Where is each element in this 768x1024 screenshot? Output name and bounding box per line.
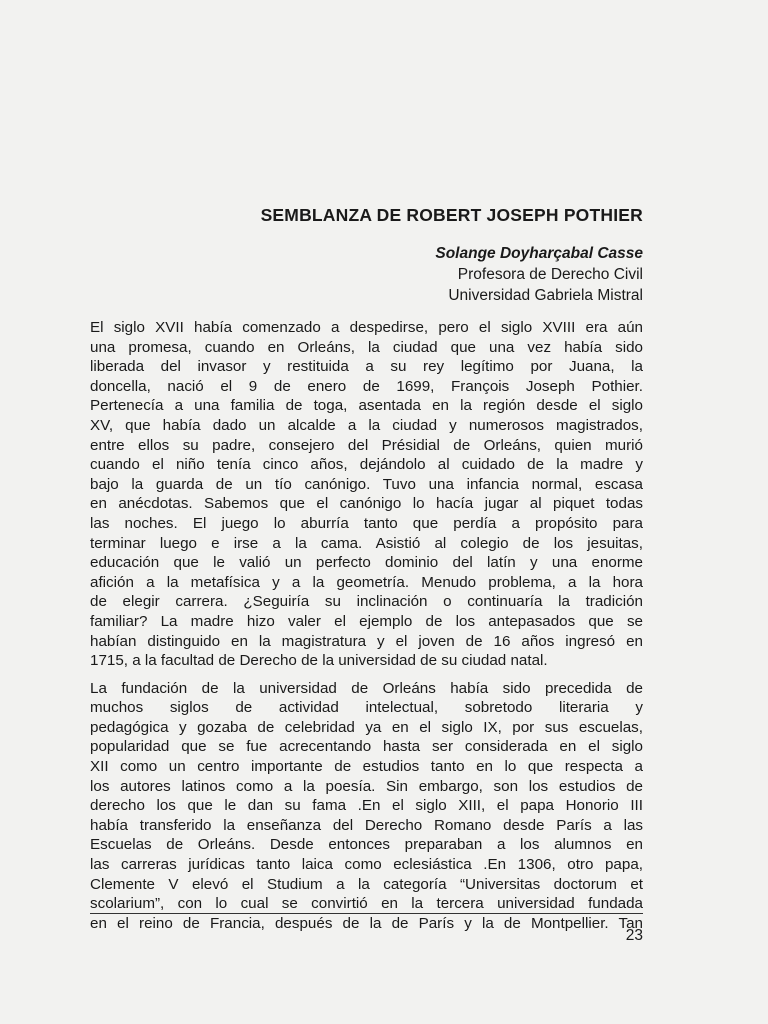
- body-line: doncella, nació el 9 de enero de 1699, François Joseph Pothier.: [90, 377, 643, 395]
- body-line: popularidad que se fue acrecentando hasta ser considerada en el siglo: [90, 738, 643, 756]
- author-institution: Universidad Gabriela Mistral: [448, 287, 643, 304]
- author-role: Profesora de Derecho Civil: [457, 266, 643, 283]
- author-block: [435, 243, 643, 306]
- page-number: 23: [625, 927, 643, 944]
- body-line: los autores latinos como a la poesía. Sin embargo, son los estudios de: [90, 777, 643, 795]
- body-line: XV, que había dado un alcalde a la ciudad y numerosos magistrados,: [90, 416, 643, 434]
- body-line: El siglo XVII había comenzado a despedirse, pero el siglo XVIII era aún: [90, 319, 643, 336]
- body-line: había transferido la enseñanza del Derecho Romano desde París a las: [90, 816, 643, 834]
- body-line: cuando el niño tenía cinco años, dejándolo al cuidado de la madre y: [90, 456, 643, 474]
- body-line: derecho los que le dan su fama .En el siglo XIII, el papa Honorio III: [90, 797, 643, 815]
- body-line: las carreras jurídicas tanto laica como eclesiástica .En 1306, otro papa,: [90, 856, 643, 874]
- article-body: [90, 318, 643, 941]
- body-line: pedagógica y gozaba de celebridad ya en el siglo IX, por sus escuelas,: [90, 718, 643, 736]
- body-line: XII como un centro importante de estudios tanto en lo que respecta a: [90, 758, 643, 776]
- body-line: Clemente V elevó el Studium a la categoría “Universitas doctorum et: [90, 875, 643, 893]
- article-title: SEMBLANZA DE ROBERT JOSEPH POTHIER: [260, 205, 643, 225]
- body-line: las noches. El juego lo aburría tanto que perdía a propósito para: [90, 514, 643, 532]
- body-line: scolarium”, con lo cual se convirtió en la tercera universidad fundada: [90, 895, 643, 913]
- body-line: terminar luego e irse a la cama. Asistió al colegio de los jesuitas,: [90, 534, 643, 552]
- document-page: [90, 0, 643, 1024]
- body-paragraph: [90, 679, 643, 934]
- body-line: bajo la guarda de un tío canónigo. Tuvo una infancia normal, escasa: [90, 475, 643, 493]
- body-line: de elegir carrera. ¿Seguiría su inclinación o continuaría la tradición: [90, 593, 643, 611]
- body-line: 1715, a la facultad de Derecho de la universidad de su ciudad natal.: [90, 652, 548, 670]
- body-line: familiar? La madre hizo valer el ejemplo de los antepasados que se: [90, 612, 643, 630]
- body-line: habían distinguido en la magistratura y el joven de 16 años ingresó en: [90, 632, 643, 650]
- body-paragraph: [90, 318, 643, 671]
- body-line: liberada del invasor y restituida a su rey legítimo por Juana, la: [90, 358, 643, 376]
- body-line: La fundación de la universidad de Orleáns había sido precedida de: [90, 679, 643, 697]
- body-line: afición a la metafísica y a la geometría. Menudo problema, a la hora: [90, 573, 643, 591]
- body-line: en anécdotas. Sabemos que el canónigo lo hacía jugar al piquet todas: [90, 495, 643, 513]
- body-line: educación que le valió un perfecto dominio del latín y una enorme: [90, 554, 643, 572]
- body-line: Pertenecía a una familia de toga, asentada en la región desde el siglo: [90, 397, 643, 415]
- footer-divider: [90, 913, 643, 914]
- body-line: entre ellos su padre, consejero del Présidial de Orleáns, quien murió: [90, 436, 643, 454]
- body-line: Escuelas de Orleáns. Desde entonces preparaban a los alumnos en: [90, 836, 643, 854]
- author-name: Solange Doyharçabal Casse: [435, 245, 643, 262]
- body-line: muchos siglos de actividad intelectual, sobretodo literaria y: [90, 699, 643, 717]
- body-line: una promesa, cuando en Orleáns, la ciudad que una vez había sido: [90, 338, 643, 356]
- body-line: en el reino de Francia, después de la de París y la de Montpellier. Tan: [90, 914, 643, 932]
